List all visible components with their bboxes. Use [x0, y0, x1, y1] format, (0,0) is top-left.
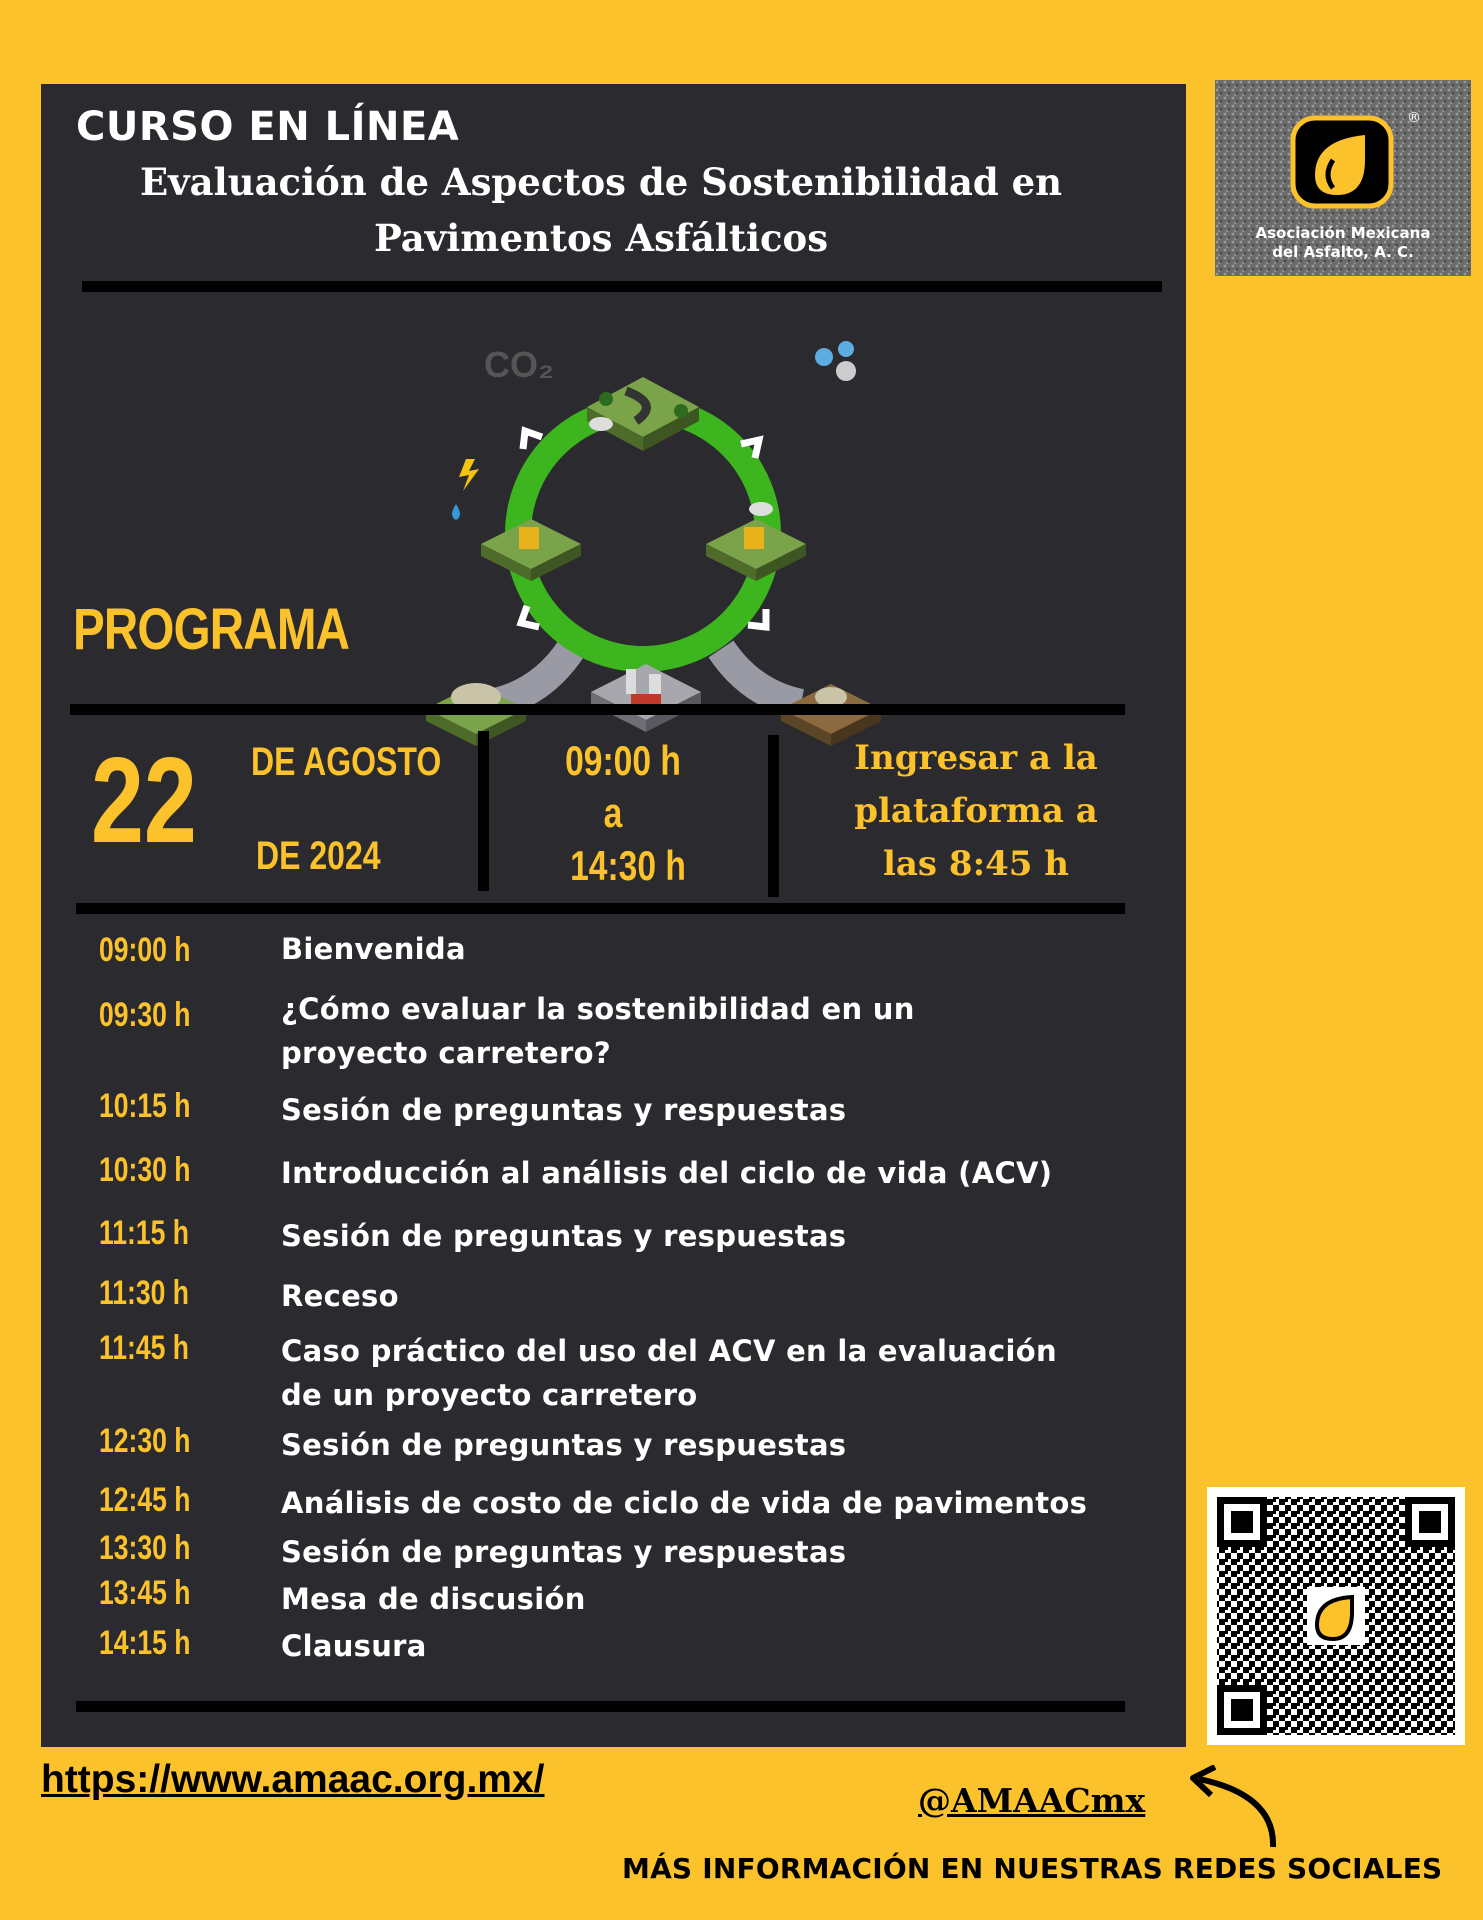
schedule-time: 11:15 h	[99, 1214, 189, 1252]
pavement-lifecycle-illustration	[421, 309, 941, 769]
schedule-time: 09:30 h	[99, 996, 191, 1034]
website-link[interactable]: https://www.amaac.org.mx/	[41, 1758, 545, 1801]
cloud-icon	[589, 417, 613, 431]
schedule-time: 11:30 h	[99, 1274, 189, 1312]
tile-road-maintenance	[481, 519, 581, 581]
energy-icon	[459, 459, 479, 491]
amaac-logo	[1215, 80, 1471, 276]
water-drop-icon	[452, 504, 460, 520]
road-path-right	[721, 649, 801, 704]
schedule-item: Introducción al análisis del ciclo de vida (ACV)	[281, 1156, 1053, 1190]
schedule-item: Bienvenida	[281, 932, 466, 966]
schedule-time: 14:15 h	[99, 1624, 191, 1662]
schedule-item: Mesa de discusión	[281, 1582, 586, 1616]
course-title-line1: Evaluación de Aspectos de Sostenibilidad en	[139, 160, 1063, 204]
column-divider	[478, 731, 489, 891]
schedule-item: Caso práctico del uso del ACV en la evaluación de un proyecto carretero	[281, 1334, 1057, 1412]
cloud-icon	[749, 502, 773, 516]
schedule-time: 11:45 h	[99, 1329, 189, 1367]
social-handle-link[interactable]: @AMAACmx	[918, 1781, 1146, 1820]
event-month: DE AGOSTO	[251, 740, 442, 784]
access-line3: las 8:45 h	[882, 844, 1069, 884]
programa-heading: PROGRAMA	[73, 597, 350, 662]
schedule-item: Sesión de preguntas y respuestas	[281, 1535, 847, 1569]
divider	[70, 704, 1125, 715]
asphalt-drop-icon	[1293, 118, 1391, 206]
event-time-separator: a	[603, 789, 623, 836]
access-line1: Ingresar a la	[854, 738, 1098, 778]
divider	[82, 281, 1162, 292]
qr-code-graphic	[1207, 1487, 1465, 1745]
logo-line1: Asociación Mexicana	[1255, 224, 1431, 242]
schedule-item: Análisis de costo de ciclo de vida de pavimentos	[281, 1486, 1088, 1520]
divider	[76, 1701, 1125, 1712]
more-info-text: MÁS INFORMACIÓN EN NUESTRAS REDES SOCIALES	[622, 1852, 1443, 1885]
program-panel	[41, 84, 1186, 1747]
schedule-time: 12:30 h	[99, 1422, 191, 1460]
schedule-item: Clausura	[281, 1629, 427, 1663]
course-title-line2: Pavimentos Asfálticos	[373, 216, 829, 260]
event-year: DE 2024	[256, 834, 381, 878]
qr-code[interactable]	[1207, 1487, 1465, 1745]
event-time-end: 14:30 h	[570, 842, 686, 889]
registered-mark: ®	[1407, 110, 1421, 126]
tile-road-construction	[587, 377, 699, 451]
schedule-item: Sesión de preguntas y respuestas	[281, 1428, 847, 1462]
molecule-icon	[815, 348, 833, 366]
access-line2: plataforma a	[854, 791, 1098, 831]
schedule-item: ¿Cómo evaluar la sostenibilidad en un proyecto carretero?	[281, 992, 915, 1070]
logo-line2: del Asfalto, A. C.	[1272, 243, 1414, 261]
tile-refinery	[591, 664, 701, 732]
schedule-item: Receso	[281, 1279, 399, 1313]
co2-label: CO₂	[484, 344, 554, 385]
column-divider	[768, 735, 779, 897]
road-path-left	[491, 649, 571, 704]
schedule-item: Sesión de preguntas y respuestas	[281, 1219, 847, 1253]
curved-arrow-icon	[1185, 1765, 1285, 1855]
event-time-start: 09:00 h	[565, 737, 681, 784]
access-instructions	[811, 732, 1141, 891]
course-title	[101, 154, 1101, 266]
schedule-time: 09:00 h	[99, 931, 191, 969]
event-day: 22	[91, 732, 197, 868]
schedule-time: 12:45 h	[99, 1481, 191, 1519]
tile-road-paving	[706, 519, 806, 581]
schedule-time: 13:30 h	[99, 1529, 191, 1567]
divider	[76, 903, 1125, 914]
schedule-time: 10:15 h	[99, 1087, 191, 1125]
course-type: CURSO EN LÍNEA	[76, 104, 460, 150]
schedule-time: 10:30 h	[99, 1151, 191, 1189]
schedule-time: 13:45 h	[99, 1574, 191, 1612]
schedule-item: Sesión de preguntas y respuestas	[281, 1093, 847, 1127]
